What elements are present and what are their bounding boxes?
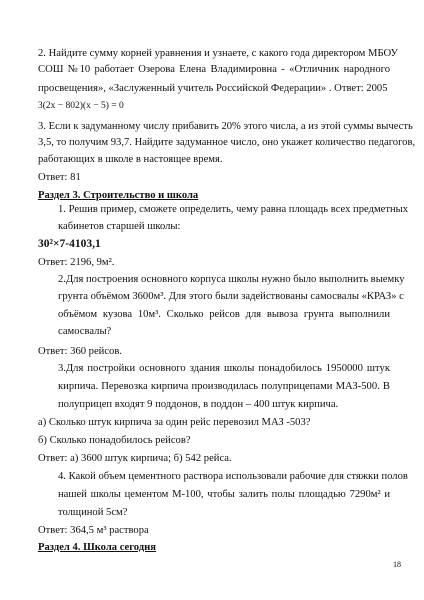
task-1-expression: 30²×7-4103,1 <box>38 238 101 250</box>
problem-2-line-1: 2. Найдите сумму корней уравнения и узнаете, с какого года директором МБОУ <box>38 48 399 59</box>
task-3-question-a: а) Сколько штук кирпича за один рейс перевозил МАЗ -503? <box>38 417 311 428</box>
page-number: 18 <box>393 560 401 569</box>
task-4-line-1: 4. Какой объем цементного раствора использовали рабочие для стяжки полов <box>58 471 408 482</box>
task-4-answer: Ответ: 364,5 м³ раствора <box>38 525 149 536</box>
problem-3-line-3: работающих в школе в настоящее время. <box>38 154 223 165</box>
task-3-question-b: б) Сколько понадобилось рейсов? <box>38 435 191 446</box>
task-2-line-2: грунта объёмом 3600м³. Для этого были задействованы самосвалы «КРАЗ» с <box>58 291 404 302</box>
task-4-line-2: нашей школы цементом М-100, чтобы залить полы площадью 7290м² и <box>58 489 390 500</box>
problem-2-equation: 3(2x − 802)(x − 5) = 0 <box>38 101 124 111</box>
task-3-line-2: кирпича. Перевозка кирпича производилась полуприцепами МАЗ-500. В <box>58 381 390 392</box>
task-2-line-1: 2.Для построения основного корпуса школы нужно было выполнить выемку <box>58 274 405 285</box>
section-4-heading: Раздел 4. Школа сегодня <box>38 542 156 553</box>
task-3-line-1: 3.Для постройки основного здания школы понадобилось 1950000 штук <box>58 363 390 374</box>
task-2-line-4: самосвалы? <box>58 326 112 337</box>
section-3-heading: Раздел 3. Строительство и школа <box>38 190 199 201</box>
task-2-line-3: объёмом кузова 10м³. Сколько рейсов для вывоза грунта выполнили <box>58 309 390 320</box>
problem-3-line-2: 3,5, то получим 93,7. Найдите задуманное число, оно укажет количество педагогов, <box>38 137 416 148</box>
task-1-line-1: 1. Решив пример, сможете определить, чему равна площадь всех предметных <box>58 204 409 215</box>
task-3-answer: Ответ: а) 3600 штук кирпича; б) 542 рейса. <box>38 453 232 464</box>
task-1-answer: Ответ: 2196, 9м². <box>38 257 115 268</box>
problem-2-line-2: СОШ №10 работает Озерова Елена Владимировна - «Отличник народного <box>38 64 390 75</box>
task-3-line-3: полуприцеп входят 9 поддонов, в поддон – 400 штук кирпича. <box>58 399 339 410</box>
task-4-line-3: толщиной 5см? <box>58 507 128 518</box>
problem-2-line-3: просвещения», «Заслуженный учитель Российской Федерации» . Ответ: 2005 <box>38 83 388 94</box>
problem-3-answer: Ответ: 81 <box>38 172 81 183</box>
problem-3-line-1: 3. Если к задуманному числу прибавить 20% этого числа, а из этой суммы вычесть <box>38 121 413 132</box>
task-2-answer: Ответ: 360 рейсов. <box>38 346 122 357</box>
task-1-line-2: кабинетов старшей школы: <box>58 221 181 232</box>
